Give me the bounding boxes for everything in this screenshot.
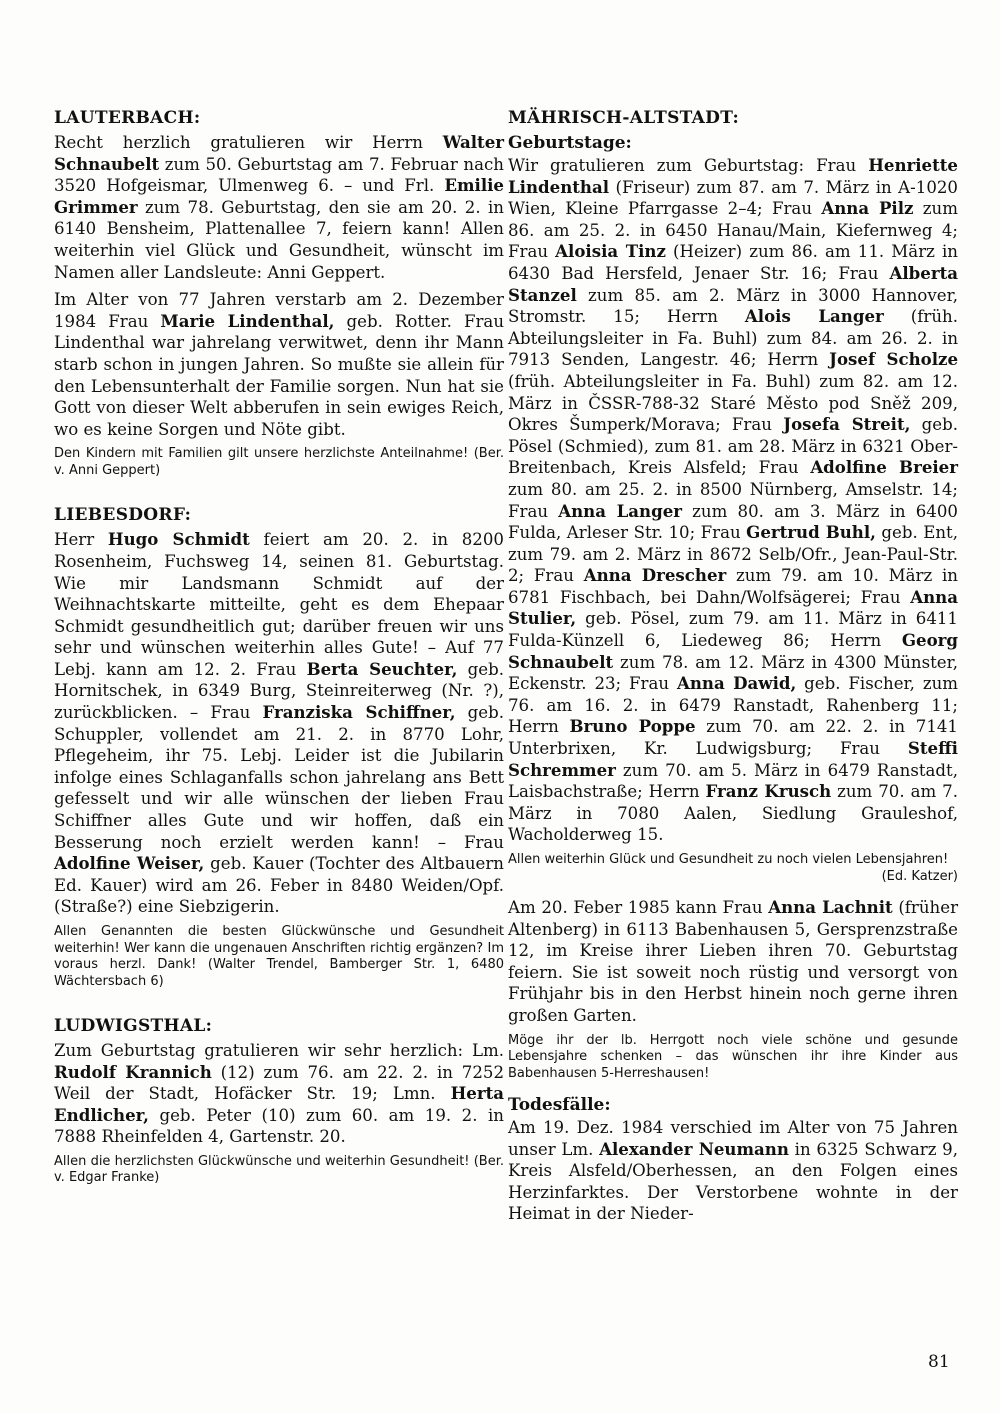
text-run: geb. Fischer, zum 76. am 16. 2. in 6479 Ranstadt, Rahenberg 11; Herrn — [508, 674, 958, 737]
note: Allen die herzlichsten Glückwünsche und weiterhin Gesundheit! (Ber. v. Edgar Franke) — [54, 1153, 504, 1186]
text-run: geb. Pösel, zum 79. am 11. März in 6411 Fulda-Künzell 6, Liedeweg 86; Herrn — [508, 609, 958, 651]
note: Möge ihr der lb. Herrgott noch viele schöne und gesunde Lebensjahre schenken – das wünschen ihr ihre Kinder aus Babenhausen 5-Herreshausen! — [508, 1032, 958, 1081]
text-run: Am 20. Feber 1985 kann Frau — [508, 898, 769, 917]
subheading-todesfaelle: Todesfälle: — [508, 1095, 611, 1116]
text-run: zum 86. am 25. 2. in 6450 Hanau/Main, Kiefernweg 4; Frau — [508, 199, 958, 262]
text-run: (Heizer) zum 86. am 11. März in 6430 Bad Hersfeld, Jenaer Str. 16; Frau — [508, 242, 958, 283]
paragraph — [54, 1040, 504, 1148]
name-bold: Josefa Streit, — [783, 414, 911, 435]
text-run: geb. Schuppler, vollendet am 21. 2. in 8770 Lohr, Pflegeheim, ihr 75. Lebj. Leider ist die Jubilarin infolge eines Schlaganfalls schon jahrelang ans Bett gefesselt und wir alle wünschen der lieben Frau Schiffner alles Gute und wir hoffen, daß ein Besserung noch erzielt werden kann! – Frau — [54, 703, 504, 852]
name-bold: Anna Drescher — [583, 565, 727, 586]
text-run: (12) zum 76. am 22. 2. in 7252 Weil der Stadt, Hofäcker Str. 19; Lmn. — [54, 1062, 505, 1104]
name-bold: Anna Langer — [558, 500, 683, 521]
text-run: (Friseur) zum 87. am 7. März in A-1020 Wien, Kleine Pfarrgasse 2–4; Frau — [508, 177, 958, 219]
text-run: zum 70. am 5. März in 6479 Ranstadt, Laisbachstraße; Herrn — [508, 760, 958, 802]
text-run: Herr — [54, 530, 108, 550]
name-bold: Georg Schnaubelt — [508, 630, 958, 672]
text-run: geb. Kauer (Tochter des Altbauern Ed. Kauer) wird am 26. Feber in 8480 Weiden/Opf. (Straße?) eine Siebzigerin. — [54, 854, 504, 917]
name-bold: Henriette Lindenthal — [508, 155, 958, 197]
left-column — [54, 106, 504, 1199]
name-bold: Steffi Schremmer — [508, 738, 958, 780]
name-bold: Alois Langer — [744, 306, 884, 327]
paragraph — [508, 1117, 958, 1225]
text-run: zum 78. Geburtstag, den sie am 20. 2. in 6140 Bensheim, Plattenallee 7, feiern kann! Allen weiterhin viel Glück und Gesundheit, wünscht im Namen aller Landsleute: Anni Geppert. — [54, 197, 504, 282]
text-run: zum 70. am 7. März in 7080 Aalen, Siedlung Grauleshof, Wacholderweg 15. — [508, 782, 958, 845]
name-bold: Alexander Neumann — [599, 1138, 789, 1159]
signature: (Ed. Katzer) — [881, 868, 958, 884]
heading-ludwigsthal: LUDWIGSTHAL: — [54, 1016, 213, 1036]
text-run: zum 50. Geburtstag am 7. Februar nach 3520 Hofgeismar, Ulmenweg 6. – und Frl. — [54, 154, 504, 196]
paragraph — [54, 289, 504, 440]
text-run: (früher Altenberg) in 6113 Babenhausen 5, Gersprenzstraße 12, im Kreise ihrer Lieben ihren 70. Geburtstag feiern. Sie ist soweit noch rüstig und versorgt von Frühjahr bis in den Herbst hinein noch gerne ihren großen Garten. — [508, 898, 958, 1025]
subheading-geburtstage: Geburtstage: — [508, 133, 632, 153]
name-bold: Josef Scholze — [829, 349, 958, 370]
note: Allen Genannten die besten Glückwünsche und Gesundheit weiterhin! Wer kann die ungenauen Anschriften richtig ergänzen? Im voraus herzl. Dank! (Walter Trendel, Bamberger Str. 1, 6480 Wächtersbach 6) — [54, 924, 504, 989]
text-run: zum 70. am 22. 2. in 7141 Unterbrixen, Kr. Ludwigsburg; Frau — [508, 717, 958, 759]
text-run: Im Alter von 77 Jahren verstarb am 2. Dezember 1984 Frau — [54, 290, 504, 331]
name-bold: Aloisia Tinz — [555, 241, 666, 262]
page-number: 81 — [928, 1352, 950, 1372]
text-run: geb. Peter (10) zum 60. am 19. 2. in 7888 Rheinfelden 4, Gartenstr. 20. — [54, 1105, 504, 1147]
section-liebesdorf — [54, 503, 504, 990]
name-bold: Emilie Grimmer — [54, 175, 504, 217]
section-lauterbach — [54, 106, 504, 479]
heading-liebesdorf: LIEBESDORF: — [54, 505, 192, 526]
text-run: geb. Ent, zum 79. am 2. März in 8672 Selb/Ofr., Jean-Paul-Str. 2; Frau — [508, 523, 958, 586]
name-bold: Gertrud Buhl, — [746, 522, 876, 543]
name-bold: Anna Dawid, — [676, 673, 797, 694]
name-bold: Hugo Schmidt — [107, 529, 250, 550]
text-run: geb. Pösel (Schmied), zum 81. am 28. März in 6321 Ober-Breitenbach, Kreis Alsfeld; Frau — [508, 415, 958, 478]
signature-row — [508, 869, 958, 886]
text-run: zum 80. am 25. 2. in 8500 Nürnberg, Amselstr. 14; Frau — [508, 479, 958, 521]
text-run: zum 80. am 3. März in 6400 Fulda, Arleser Str. 10; Frau — [508, 501, 958, 543]
text-run: geb. Hornitschek, in 6349 Burg, Steinreiterweg (Nr. ?), zurückblicken. – Frau — [54, 659, 504, 723]
name-bold: Marie Lindenthal, — [160, 310, 335, 331]
heading-lauterbach: LAUTERBACH: — [54, 108, 201, 128]
section-maehrisch-altstadt — [508, 106, 958, 1225]
name-bold: Rudolf Krannich — [54, 1061, 212, 1082]
heading-maehrisch-altstadt: MÄHRISCH-ALTSTADT: — [508, 108, 740, 128]
text-run: Am 19. Dez. 1984 verschied im Alter von 75 Jahren unser Lm. — [508, 1118, 958, 1159]
name-bold: Herta Endlicher, — [54, 1083, 504, 1125]
name-bold: Berta Seuchter, — [306, 658, 458, 679]
name-bold: Franz Krusch — [705, 781, 832, 802]
text-run: Recht herzlich gratulieren wir Herrn — [54, 133, 443, 152]
text-run: (früh. Abteilungsleiter in Fa. Buhl) zum 84. am 26. 2. in 7913 Senden, Langestr. 46; Herrn — [508, 307, 958, 370]
note — [508, 852, 958, 885]
text-run: zum 78. am 12. März in 4300 Münster, Eckenstr. 23; Frau — [508, 652, 958, 694]
name-bold: Anna Lachnit — [768, 897, 893, 917]
text-run: zum 79. am 10. März in 6781 Fischbach, bei Dahn/Wolfsägerei; Frau — [508, 566, 958, 607]
section-ludwigsthal — [54, 1014, 504, 1187]
name-bold: Anna Pilz — [821, 198, 914, 219]
text-run: Zum Geburtstag gratulieren wir sehr herzlich: Lm. — [54, 1041, 504, 1060]
text-run: in 6325 Schwarz 9, Kreis Alsfeld/Oberhessen, an den Folgen eines Herzinfarktes. Der Verstorbene wohnte in der Heimat in der Nieder- — [508, 1139, 958, 1224]
text-run: feiert am 20. 2. in 8200 Rosenheim, Fuchsweg 14, seinen 81. Geburtstag. Wie mir Landsmann Schmidt auf der Weihnachtskarte mitteilte, geht es dem Ehepaar Schmidt gesundheitlich gut; darüber freuen wir uns sehr und wünschen weiterhin alles Gute! – Auf 77 Lebj. kann am 12. 2. Frau — [54, 530, 504, 679]
text-run: geb. Rotter. Frau Lindenthal war jahrelang verwitwet, denn ihr Mann starb schon in jungen Jahren. So mußte sie allein für den Lebensunterhalt der Familie sorgen. Nun hat sie Gott von dieser Welt abberufen in sein ewiges Reich, wo es keine Sorgen und Nöte gibt. — [54, 311, 505, 439]
name-bold: Anna Stulier, — [508, 586, 958, 629]
text-run: (früh. Abteilungsleiter in Fa. Buhl) zum 82. am 12. März in ČSSR-788-32 Staré Město pod Sněž 209, Okres Šumperk/Morava; Frau — [508, 371, 958, 435]
name-bold: Franziska Schiffner, — [262, 702, 456, 723]
name-bold: Walter Schnaubelt — [54, 132, 504, 174]
paragraph — [508, 155, 958, 846]
name-bold: Alberta Stanzel — [508, 262, 958, 305]
right-column — [508, 106, 958, 1231]
name-bold: Bruno Poppe — [569, 716, 696, 737]
paragraph — [508, 897, 958, 1027]
paragraph — [54, 132, 504, 283]
paragraph — [54, 529, 504, 918]
text-run: zum 85. am 2. März in 3000 Hannover, Stromstr. 15; Herrn — [508, 285, 958, 327]
name-bold: Adolfine Breier — [810, 457, 958, 478]
note-text: Allen weiterhin Glück und Gesundheit zu noch vielen Lebensjahren! — [508, 852, 949, 867]
text-run: Wir gratulieren zum Geburtstag: Frau — [508, 156, 869, 175]
name-bold: Adolfine Weiser, — [54, 853, 205, 874]
note: Den Kindern mit Familien gilt unsere herzlichste Anteilnahme! (Ber. v. Anni Geppert) — [54, 446, 504, 478]
